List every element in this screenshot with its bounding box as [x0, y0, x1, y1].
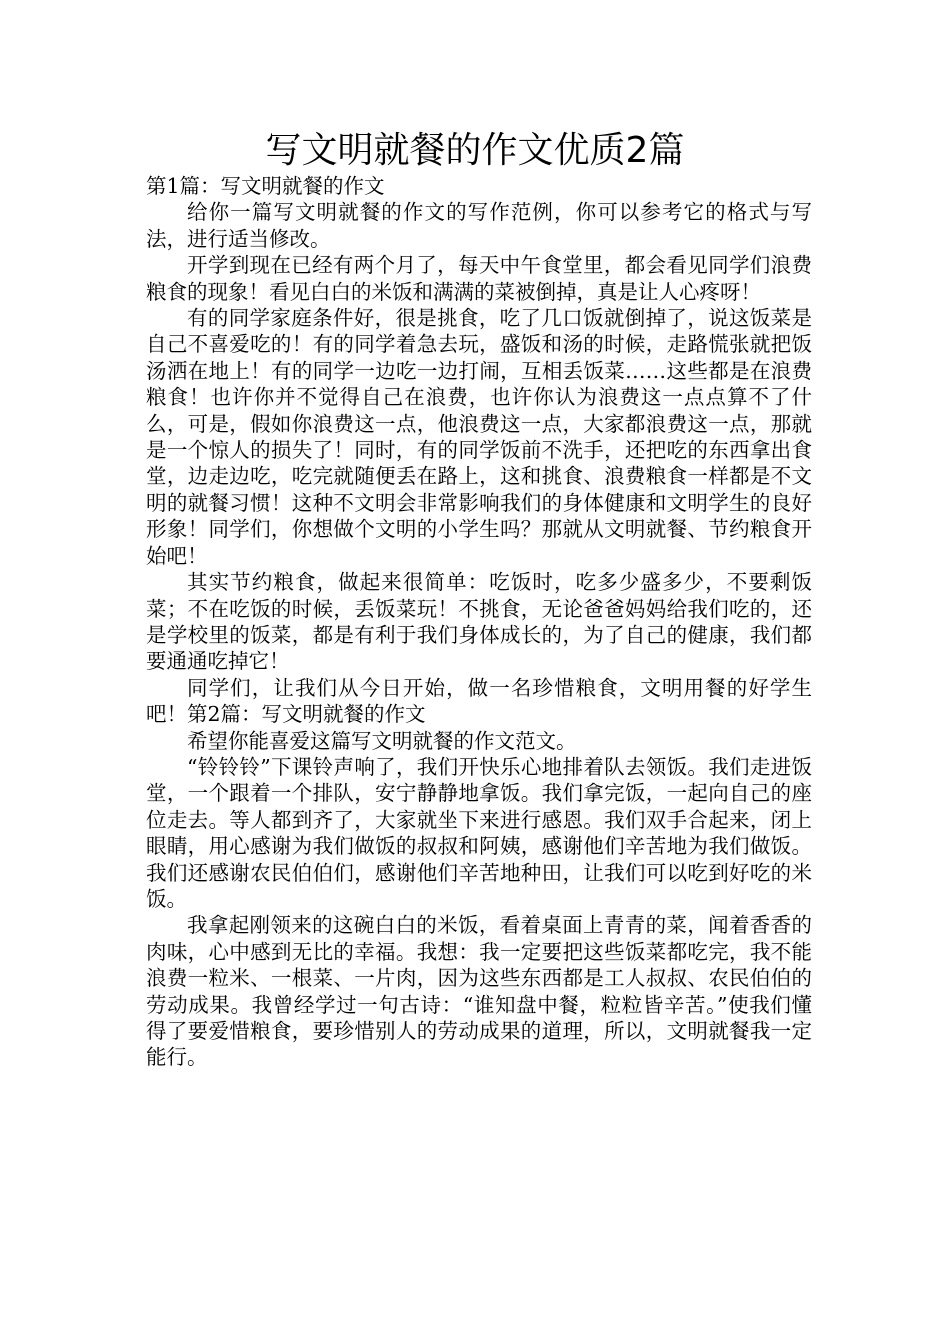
- paragraph: 其实节约粮食，做起来很简单：吃饭时，吃多少盛多少，不要剩饭菜；不在吃饭的时候，丢饭菜玩！不挑食，无论爸爸妈妈给我们吃的，还是学校里的饭菜，都是有利于我们身体成长的，为了自己的健康，我们都要通通吃掉它！: [146, 570, 812, 674]
- paragraph: 希望你能喜爱这篇写文明就餐的作文范文。: [187, 728, 577, 753]
- paragraph: 同学们，让我们从今日开始，做一名珍惜粮食，文明用餐的好学生吧！第2篇：写文明就餐的作文: [146, 675, 812, 727]
- paragraph: “铃铃铃”下课铃声响了，我们开快乐心地排着队去领饭。我们走进饭堂，一个跟着一个排队，安宁静静地拿饭。我们拿完饭，一起向自己的座位走去。等人都到齐了，大家就坐下来进行感恩。我们双手合起来，闭上眼睛，用心感谢为我们做饭的叔叔和阿姨，感谢他们辛苦地为我们做饭。我们还感谢农民伯伯们，感谢他们辛苦地种田，让我们可以吃到好吃的米饭。: [146, 754, 812, 911]
- document-body: [146, 173, 812, 1071]
- paragraph: 开学到现在已经有两个月了，每天中午食堂里，都会看见同学们浪费粮食的现象！看见白白的米饭和满满的菜被倒掉，真是让人心疼呀！: [146, 253, 812, 304]
- paragraph: 我拿起刚领来的这碗白白的米饭，看着桌面上青青的菜，闻着香香的肉味，心中感到无比的幸福。我想：我一定要把这些饭菜都吃完，我不能浪费一粒米、一根菜、一片肉，因为这些东西都是工人叔叔、农民伯伯的劳动成果。我曾经学过一句古诗：“谁知盘中餐，粒粒皆辛苦。”使我们懂得了要爱惜粮食，要珍惜别人的劳动成果的道理，所以，文明就餐我一定能行。: [146, 913, 812, 1070]
- document-title: 写文明就餐的作文优质2篇: [265, 130, 685, 171]
- paragraph: 给你一篇写文明就餐的作文的写作范例，你可以参考它的格式与写法，进行适当修改。: [146, 200, 812, 251]
- paragraph: 有的同学家庭条件好，很是挑食，吃了几口饭就倒掉了，说这饭菜是自己不喜爱吃的！有的同学着急去玩，盛饭和汤的时候，走路慌张就把饭汤洒在地上！有的同学一边吃一边打闹，互相丢饭菜……这些都是在浪费粮食！也许你并不觉得自己在浪费，也许你认为浪费这一点点算不了什么，可是，假如你浪费这一点，他浪费这一点，大家都浪费这一点，那就是一个惊人的损失了！同时，有的同学饭前不洗手，还把吃的东西拿出食堂，边走边吃，吃完就随便丢在路上，这和挑食、浪费粮食一样都是不文明的就餐习惯！这种不文明会非常影响我们的身体健康和文明学生的良好形象！同学们，你想做个文明的小学生吗？那就从文明就餐、节约粮食开始吧！: [146, 306, 812, 568]
- paragraph-heading-1: 第1篇：写文明就餐的作文: [146, 174, 385, 198]
